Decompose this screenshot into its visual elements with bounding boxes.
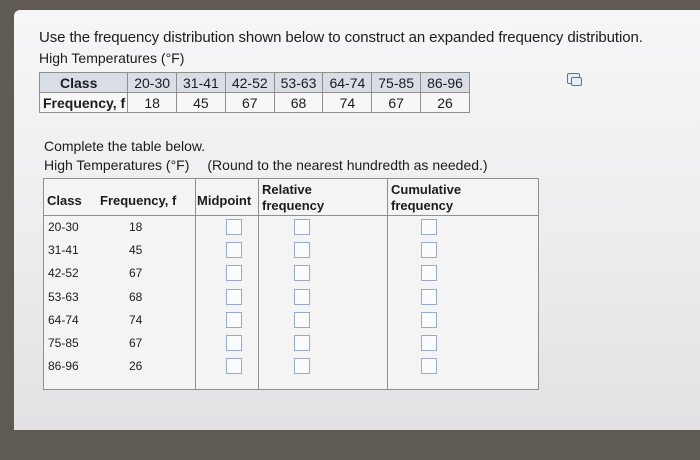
- cumulative-frequency-input[interactable]: [421, 242, 437, 258]
- row-frequency: 45: [129, 243, 143, 258]
- given-class-cell: 31-41: [177, 73, 226, 93]
- header-divider: [44, 215, 538, 216]
- relative-frequency-input[interactable]: [294, 289, 310, 305]
- row-class: 75-85: [48, 336, 79, 350]
- relative-frequency-input[interactable]: [294, 312, 310, 328]
- given-frequency-cell: 68: [274, 93, 323, 113]
- given-class-cell: 86-96: [421, 73, 470, 93]
- problem-statement: Use the frequency distribution shown below to construct an expanded frequency distribution.: [39, 29, 643, 46]
- midpoint-input[interactable]: [226, 219, 242, 235]
- cumulative-frequency-input[interactable]: [421, 219, 437, 235]
- given-class-cell: 64-74: [323, 73, 372, 93]
- cumulative-frequency-input[interactable]: [421, 289, 437, 305]
- header-cumulative-line2: frequency: [391, 198, 454, 213]
- given-class-cell: 53-63: [274, 73, 323, 93]
- midpoint-input[interactable]: [226, 312, 242, 328]
- row-frequency: 18: [129, 220, 143, 234]
- rounding-note: (Round to the nearest hundredth as needed.): [207, 157, 488, 173]
- header-frequency: Frequency, f: [100, 193, 177, 208]
- header-relative-line2: frequency: [262, 198, 325, 213]
- class-header: Class: [40, 73, 128, 93]
- row-class: 31-41: [48, 243, 79, 258]
- expanded-frequency-table: [43, 178, 539, 390]
- column-divider: [195, 179, 196, 389]
- relative-frequency-input[interactable]: [294, 265, 310, 281]
- row-frequency: 68: [129, 289, 143, 304]
- given-frequency-cell: 18: [128, 93, 177, 113]
- given-frequency-cell: 67: [372, 93, 421, 113]
- row-frequency: 67: [129, 266, 143, 281]
- midpoint-input[interactable]: [226, 289, 242, 305]
- expanded-table-title-text: High Temperatures (°F): [44, 157, 190, 173]
- midpoint-input[interactable]: [226, 242, 242, 258]
- cumulative-frequency-input[interactable]: [421, 358, 437, 374]
- given-frequency-table: [39, 72, 470, 113]
- header-cumulative-line1: Cumulative: [391, 182, 462, 197]
- given-frequency-cell: 26: [421, 93, 470, 113]
- header-midpoint: Midpoint: [197, 193, 252, 208]
- midpoint-input[interactable]: [226, 335, 242, 351]
- relative-frequency-input[interactable]: [294, 358, 310, 374]
- given-frequency-cell: 67: [225, 93, 274, 113]
- relative-frequency-input[interactable]: [294, 242, 310, 258]
- frequency-header: Frequency, f: [40, 93, 128, 113]
- header-relative-line1: Relative: [262, 182, 312, 197]
- given-frequency-cell: 74: [323, 93, 372, 113]
- cumulative-frequency-input[interactable]: [421, 335, 437, 351]
- given-class-cell: 42-52: [225, 73, 274, 93]
- given-class-cell: 20-30: [128, 73, 177, 93]
- relative-frequency-input[interactable]: [294, 335, 310, 351]
- expanded-table-title: [44, 157, 488, 173]
- given-frequency-row: [40, 93, 470, 113]
- row-class: 64-74: [48, 312, 79, 327]
- column-divider: [258, 179, 259, 389]
- copy-table-icon[interactable]: [567, 73, 580, 84]
- cumulative-frequency-input[interactable]: [421, 265, 437, 281]
- column-divider: [387, 179, 388, 389]
- row-class: 86-96: [48, 359, 79, 374]
- header-class: Class: [47, 193, 82, 208]
- instruction-text: Complete the table below.: [44, 138, 206, 154]
- row-class: 20-30: [48, 220, 79, 234]
- cumulative-frequency-input[interactable]: [421, 312, 437, 328]
- row-frequency: 26: [129, 359, 143, 374]
- midpoint-input[interactable]: [226, 358, 242, 374]
- row-frequency: 74: [129, 312, 143, 327]
- given-class-row: [40, 73, 470, 93]
- given-frequency-cell: 45: [177, 93, 226, 113]
- row-class: 42-52: [48, 266, 79, 281]
- relative-frequency-input[interactable]: [294, 219, 310, 235]
- given-table-title: High Temperatures (°F): [39, 50, 185, 66]
- row-class: 53-63: [48, 289, 79, 304]
- midpoint-input[interactable]: [226, 265, 242, 281]
- row-frequency: 67: [129, 336, 143, 350]
- given-class-cell: 75-85: [372, 73, 421, 93]
